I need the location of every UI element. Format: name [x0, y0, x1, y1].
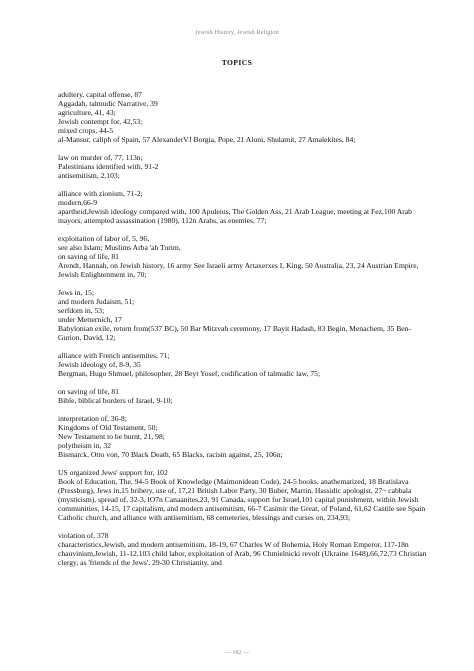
index-entry: exploitation of labor of, 5, 96, — [58, 234, 150, 243]
index-entry: Bible, biblical borders of Israel, 9-10; — [58, 396, 173, 405]
index-entry: New Testament to be burnt, 21, 98; — [58, 432, 165, 441]
index-group — [58, 531, 430, 567]
index-entry: adultery, capital offense, 87 — [58, 90, 142, 99]
index-entry: antisemitism, 2,103; — [58, 171, 120, 180]
index-group — [58, 90, 430, 144]
page-number: — 182 — — [225, 650, 249, 656]
index-entry: under Metternich, 17 — [58, 315, 122, 324]
index-entry: see also Islam; Muslims Arba 'ah Turim, — [58, 243, 181, 252]
index-entry: Babylonian exile, return from(537 BC), 50 Bar Mitzvah ceremony, 17 Bayit Hadash, 83 Begin, Menachem, 35 Ben-Gurion, David, 12; — [58, 324, 411, 342]
index-entry: alliance with zionism, 71-2; — [58, 189, 143, 198]
index-entry: law on murder of, 77, 113n; — [58, 153, 143, 162]
index-entry: apartheid,Jewish ideology compared with, 100 Apuleius, The Golden Ass, 21 Arab League, meeting at Fez,100 Arab mayors, attempted assassination (1980), 112n Arabs, as enemies, 77; — [58, 207, 412, 225]
index-entry: Palestinians identified with, 91-2 — [58, 162, 159, 171]
running-head: Jewish History, Jewish Religion — [195, 29, 279, 36]
index-entry: Jewish ideology of, 8-9, 35 — [58, 360, 141, 369]
index-entry: alliance with French antisemites, 71; — [58, 351, 170, 360]
index-entry: Jews in, 15; — [58, 288, 95, 297]
index-entry: Aggadah, talmudic Narrative, 39 — [58, 99, 158, 108]
index-entry: mixed crops, 44-5 — [58, 126, 114, 135]
index-entry: Jewish contempt for, 42,53; — [58, 117, 143, 126]
index-entry: serfdom in, 53; — [58, 306, 105, 315]
index-entry: Arendt, Hannah, on Jewish history, 16 army See Israeli army Artaxerxes I, King, 50 Australia, 23, 24 Austrian Empire, Jewish Enlightenment in, 70; — [58, 261, 419, 279]
index-group — [58, 234, 430, 279]
index-entry: al-Mansur, caliph of Spain, 57 AlexanderVJ Borgia, Pope, 21 Aloni, Shulamit, 27 Amalekites, 84; — [58, 135, 356, 144]
index-entry: on saving of life, 81 — [58, 387, 119, 396]
index-entry: modern,66-9 — [58, 198, 98, 207]
page-title: TOPICS — [221, 58, 253, 67]
index-entry: characteristics,Jewish, and modern antisemitism, 18-19, 67 Charles W of Bohemia, Holy Roman Emperor, 117-18n chauvinism,Jewish, 11-12,103 child labor, exploitation of Arab, 96 Chmielnicki revolt (Ukraine 1648),66,72,73 Christian clergy, as 'friends of the Jews', 29-30 Christianity, and — [58, 540, 427, 567]
index-entry: on saving of life, 81 — [58, 252, 119, 261]
index-group — [58, 288, 430, 342]
index-entry: US organized Jews' support for, 102 — [58, 468, 168, 477]
index-group — [58, 468, 430, 522]
index-entry: Bismarck, Otto von, 70 Black Death, 65 Blacks, racism against, 25, 106n; — [58, 450, 283, 459]
index-group — [58, 387, 430, 405]
index-content — [58, 90, 430, 576]
index-group — [58, 153, 430, 180]
index-entry: agriculture, 41, 43; — [58, 108, 116, 117]
index-entry: Kingdoms of Old Testament, 50; — [58, 423, 158, 432]
index-group — [58, 414, 430, 459]
index-entry: polytheism in, 32 — [58, 441, 111, 450]
index-entry: and modern Judaism, 51; — [58, 297, 135, 306]
index-group — [58, 189, 430, 225]
index-entry: Book of Education, The, 94-5 Book of Knowledge (Maimonidean Code), 24-5 books, anathematized, 18 Bratislava (Pressburg), Jews in,15 bribery, use of, 17,21 British Labor Party, 30 Buber, Martin, Hassidic apologist, 27~ cabbala (mysticism), spread of, 32-3, lO7n Canaanites,23, 91 Canada, support for Israel,101 capital punishment, within Jewish communities, 14-15, 17 capitalism, and modern antisemitism, 66-7 Casimir the Great, of Poland, 61,62 Castile see Spain Catholic church, and alliance with antisemitism, 68 cemeteries, blessings and curses on, 234,93; — [58, 477, 426, 522]
index-entry: Bergman, Hugo Shmuel, philosopher, 28 Beyt Yosef, codification of talmudic law, 75; — [58, 369, 321, 378]
index-entry: violation of, 378 — [58, 531, 109, 540]
index-group — [58, 351, 430, 378]
index-entry: interpretation of, 36-8; — [58, 414, 127, 423]
